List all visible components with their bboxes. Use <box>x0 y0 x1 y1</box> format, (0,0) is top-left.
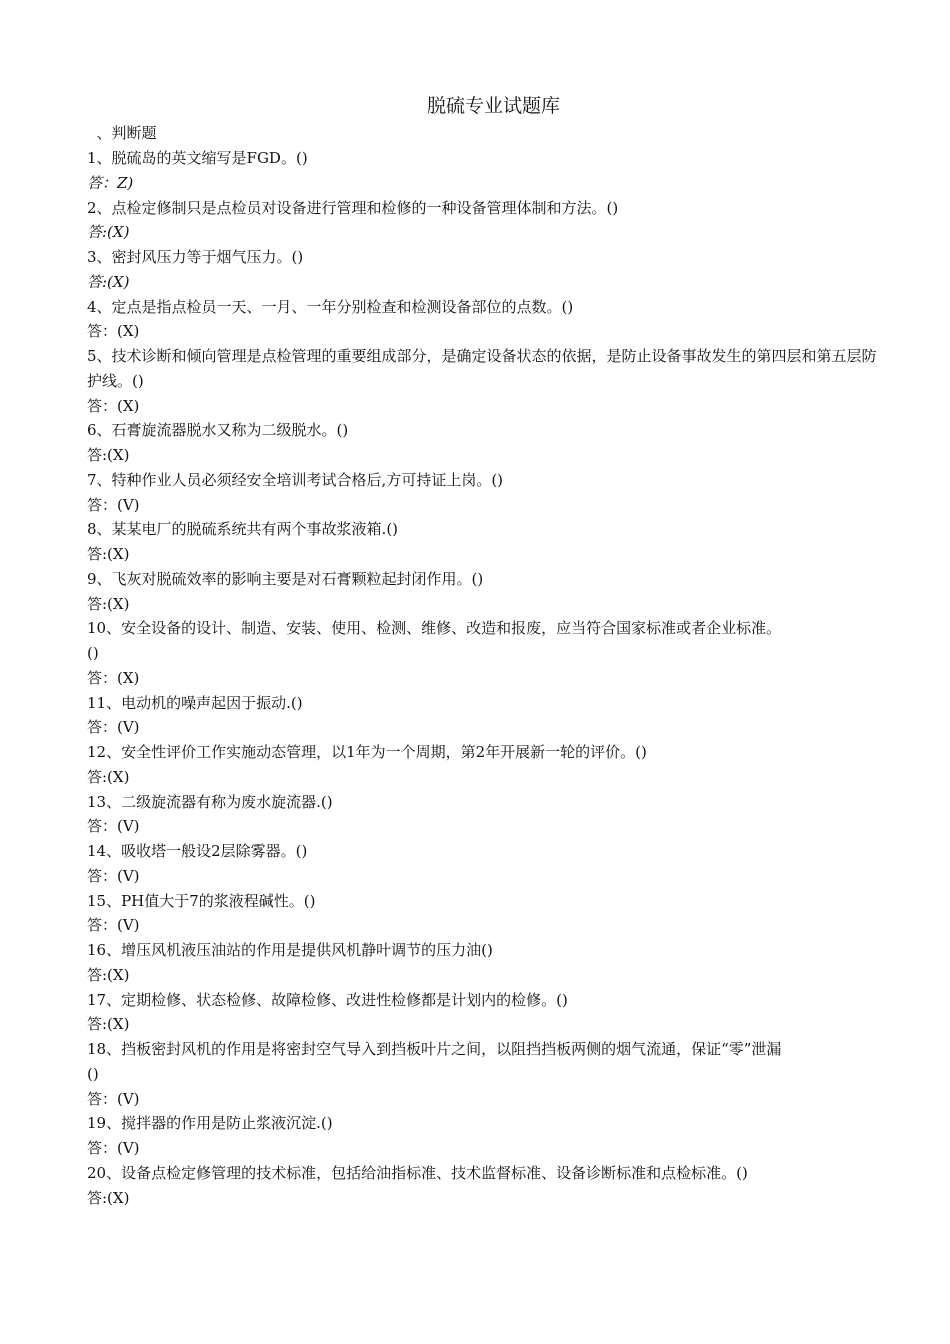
answer-text: 答:(X) <box>87 223 130 242</box>
answer-text: 答：(V) <box>87 718 140 737</box>
question-text: 14、吸收塔一般设2层除雾器。() <box>87 842 308 860</box>
question-text: 9、飞灰对脱硫效率的影响主要是对石膏颗粒起封闭作用。() <box>87 569 484 588</box>
question-text: 5、技术诊断和倾向管理是点检管理的重要组成部分，是确定设备状态的依据，是防止设备事故发生的第四层和第五层防护线。() <box>87 347 877 390</box>
question-text: 4、定点是指点检员一天、一月、一年分别检查和检测设备部位的点数。() <box>87 297 574 316</box>
answer-text: 答:(X) <box>87 1015 130 1034</box>
answer-text: 答：(X) <box>87 668 140 687</box>
question-text: 13、二级旋流器有称为废水旋流器.() <box>87 792 333 811</box>
question-text: 3、密封风压力等于烟气压力。() <box>87 248 304 266</box>
question-text: 16、增压风机液压油站的作用是提供风机静叶调节的压力油() <box>87 941 493 959</box>
question-text: 11、电动机的噪声起因于振动.() <box>87 693 303 712</box>
answer-text: 答：(V) <box>87 495 140 514</box>
question-text: 2、点检定修制只是点检员对设备进行管理和检修的一种设备管理体制和方法。() <box>87 198 619 217</box>
question-text: 18、挡板密封风机的作用是将密封空气导入到挡板叶片之间，以阻挡挡板两侧的烟气流通，保证“零”泄漏 () <box>87 1040 782 1083</box>
question-text: 1、脱硫岛的英文缩写是FGD。() <box>87 149 308 167</box>
answer-text: 答：(V) <box>87 817 140 836</box>
answer-text: 答:(X) <box>87 272 130 291</box>
answer-text: 答:(X) <box>87 594 130 613</box>
answer-text: 答：(X) <box>87 322 140 341</box>
answer-text: 答:(X) <box>87 767 130 786</box>
answer-text: 答：Z) <box>87 173 134 192</box>
question-text: 6、石膏旋流器脱水又称为二级脱水。() <box>87 421 349 440</box>
question-text: 15、PH值大于7的浆液程碱性。() <box>87 891 316 910</box>
answer-text: 答:(X) <box>87 545 130 563</box>
answer-text: 答：(V) <box>87 1089 140 1108</box>
answer-text: 答：(V) <box>87 866 140 885</box>
answer-text: 答：(X) <box>87 396 140 415</box>
page-title: 脱硫专业试题库 <box>426 95 560 117</box>
answer-text: 答：(V) <box>87 1139 140 1157</box>
question-text: 12、安全性评价工作实施动态管理，以1年为一个周期，第2年开展新一轮的评价。() <box>87 743 647 761</box>
answer-text: 答:(X) <box>87 965 130 984</box>
answer-text: 答：(V) <box>87 916 140 935</box>
question-text: 20、设备点检定修管理的技术标准，包括给油指标准、技术监督标准、设备诊断标准和点检标准。() <box>87 1163 748 1182</box>
answer-text: 答:(X) <box>87 446 130 464</box>
section-heading: 、判断题 <box>87 124 157 142</box>
question-text: 17、定期检修、状态检修、故障检修、改进性检修都是计划内的检修。() <box>87 990 568 1009</box>
question-text: 19、搅拌器的作用是防止浆液沉淀.() <box>87 1114 333 1133</box>
answer-text: 答:(X) <box>87 1188 130 1207</box>
question-list <box>87 146 890 1210</box>
question-text: 10、安全设备的设计、制造、安装、使用、检测、维修、改造和报废，应当符合国家标准或者企业标准。 () <box>87 619 782 662</box>
question-text: 7、特种作业人员必须经安全培训考试合格后,方可持证上岗。() <box>87 470 504 489</box>
question-text: 8、某某电厂的脱硫系统共有两个事故浆液箱.() <box>87 520 399 539</box>
